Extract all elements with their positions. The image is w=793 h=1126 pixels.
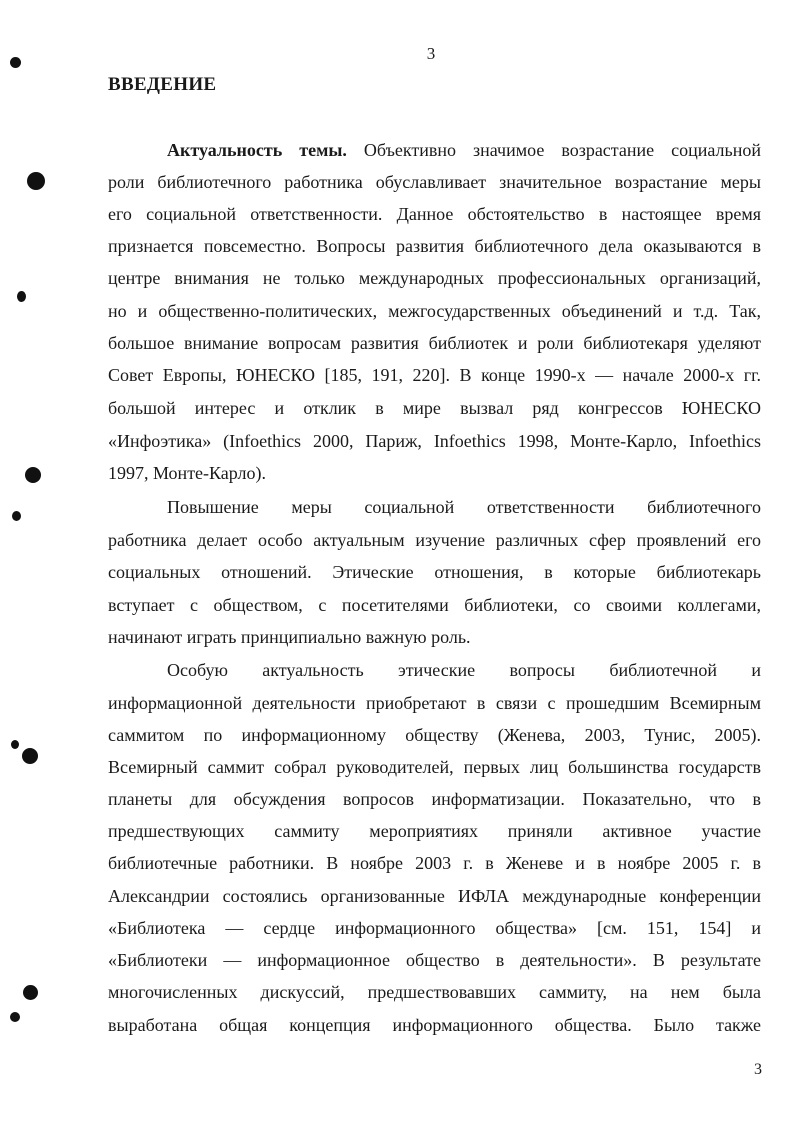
binding-hole-mark — [11, 740, 19, 749]
binding-hole-mark — [22, 748, 38, 764]
paragraph-line: социальных отношений. Этические отношения, в которые библиотекарь — [108, 562, 761, 582]
binding-hole-mark — [25, 467, 41, 483]
paragraph-line: Всемирный саммит собрал руководителей, первых лиц большинства государств — [108, 757, 761, 777]
paragraph-line: но и общественно-политических, межгосударственных объединений и т.д. Так, — [108, 301, 761, 321]
binding-hole-mark — [23, 985, 38, 1000]
binding-hole-mark — [10, 57, 21, 68]
paragraph-line: большой интерес и отклик в мире вызвал ряд конгрессов ЮНЕСКО — [108, 398, 761, 418]
paragraph-line: Особую актуальность этические вопросы библиотечной и — [167, 660, 761, 680]
paragraph-line: начинают играть принципиально важную роль. — [108, 627, 471, 647]
paragraph-line: информационной деятельности приобретают в связи с прошедшим Всемирным — [108, 693, 761, 713]
paragraph-line: работника делает особо актуальным изучение различных сфер проявлений его — [108, 530, 761, 550]
paragraph-line: библиотечные работники. В ноябре 2003 г. в Женеве и в ноябре 2005 г. в — [108, 853, 761, 873]
page-number-top: 3 — [426, 44, 436, 63]
paragraph-line: выработана общая концепция информационного общества. Было также — [108, 1015, 761, 1035]
paragraph-line: предшествующих саммиту мероприятиях приняли активное участие — [108, 821, 761, 841]
paragraph-line: Актуальность темы. Объективно значимое возрастание социальной — [167, 140, 761, 160]
binding-hole-mark — [17, 291, 26, 302]
paragraph-line: центре внимания не только международных профессиональных организаций, — [108, 268, 761, 288]
section-heading: ВВЕДЕНИЕ — [108, 74, 217, 95]
paragraph-line: Повышение меры социальной ответственности библиотечного — [167, 497, 761, 517]
page-number-bottom: 3 — [754, 1061, 762, 1078]
paragraph-line: 1997, Монте-Карло). — [108, 463, 267, 483]
paragraph-line: саммитом по информационному обществу (Женева, 2003, Тунис, 2005). — [108, 725, 761, 745]
paragraph-line: роли библиотечного работника обуславливает значительное возрастание меры — [108, 172, 761, 192]
paragraph-line: планеты для обсуждения вопросов информатизации. Показательно, что в — [108, 789, 761, 809]
paragraph-line: «Библиотеки — информационное общество в деятельности». В результате — [108, 950, 761, 970]
paragraph-line: «Инфоэтика» (Infoethics 2000, Париж, Infoethics 1998, Монте-Карло, Infoethics — [108, 431, 761, 451]
paragraph-line: многочисленных дискуссий, предшествовавших саммиту, на нем была — [108, 982, 761, 1002]
topic-relevance-lead: Актуальность темы. — [167, 140, 347, 160]
binding-hole-mark — [12, 511, 21, 521]
paragraph-line: «Библиотека — сердце информационного общества» [см. 151, 154] и — [108, 918, 761, 938]
paragraph-line: Александрии состоялись организованные ИФЛА международные конференции — [108, 886, 761, 906]
paragraph-line: его социальной ответственности. Данное обстоятельство в настоящее время — [108, 204, 761, 224]
paragraph-line: Совет Европы, ЮНЕСКО [185, 191, 220]. В конце 1990-х — начале 2000-х гг. — [108, 365, 761, 385]
paragraph-line: вступает с обществом, с посетителями библиотеки, со своими коллегами, — [108, 595, 761, 615]
paragraph-line: большое внимание вопросам развития библиотек и роли библиотекаря уделяют — [108, 333, 761, 353]
paragraph-line: признается повсеместно. Вопросы развития библиотечного дела оказываются в — [108, 236, 761, 256]
binding-hole-mark — [27, 172, 45, 190]
binding-hole-mark — [10, 1012, 20, 1022]
